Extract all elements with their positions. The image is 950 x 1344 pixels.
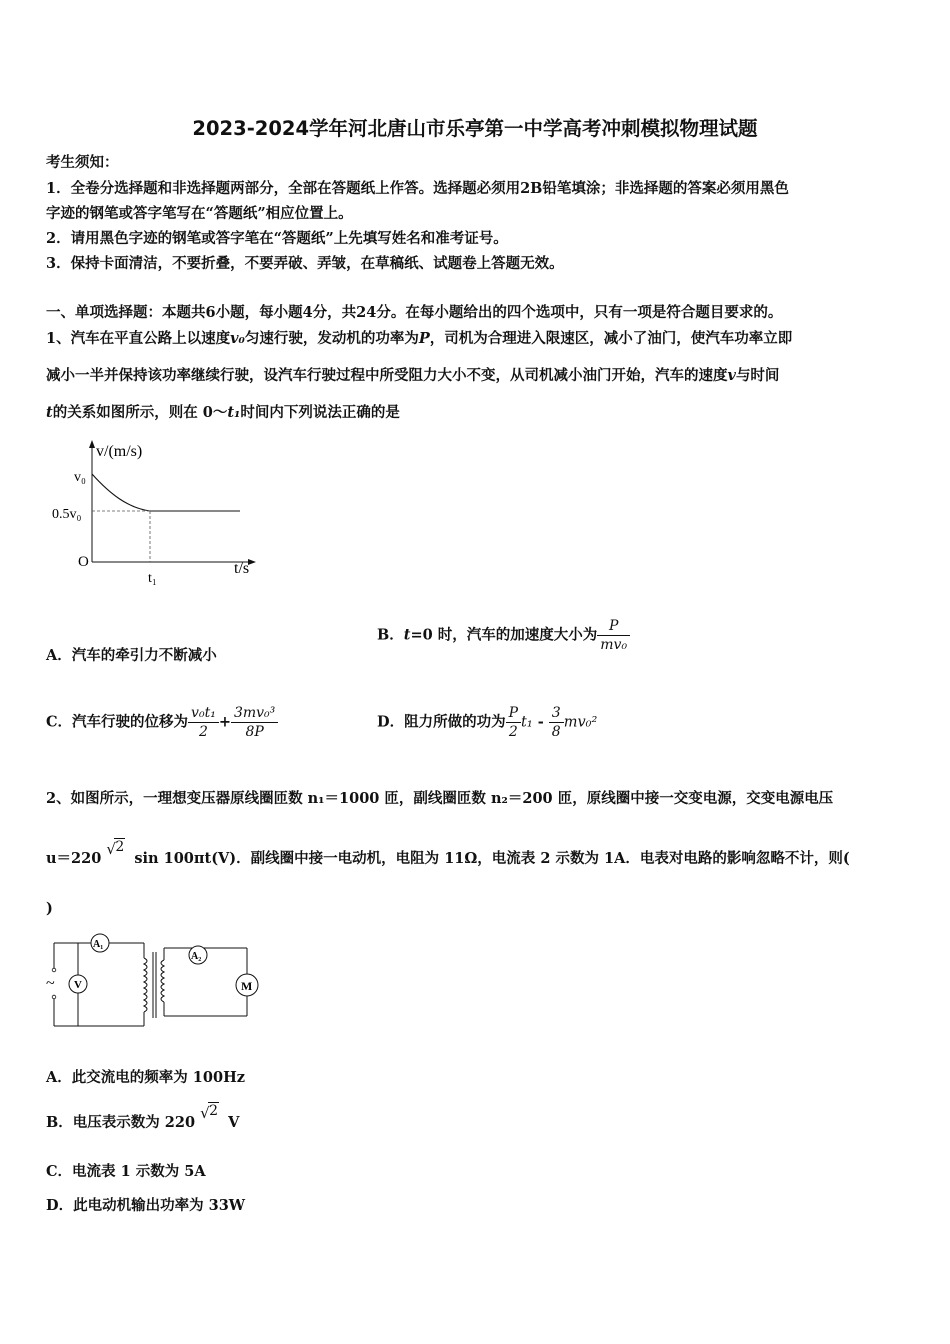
v0-label: v₀ (74, 470, 86, 485)
half-v0-label: 0.5v₀ (52, 507, 82, 522)
q2-line-2: u＝220 √ 2 sin 100πt(V)．副线圈中接一电动机，电阻为 11Ω，电流表 2 示数为 1A．电表对电路的影响忽略不计，则( (46, 839, 850, 867)
q1-line-2: 减小一半并保持该功率继续行驶，设汽车行驶过程中所受阻力大小不变，从司机减小油门开始，汽车的速度v与时间 (46, 367, 780, 384)
velocity-time-graph (40, 432, 270, 592)
svg-text:M: M (241, 979, 253, 993)
x-axis-arrow-icon (248, 559, 256, 565)
q1-option-c[interactable]: C．汽车行驶的位移为 $\frac{\text{v₀t₁}}{2}$ + $\frac{\text{3mv₀³}}{8P}$ (46, 705, 278, 740)
q1-line-3: t的关系如图所示，则在 0～t₁时间内下列说法正确的是 (46, 404, 400, 421)
q1-line-1: 1、汽车在平直公路上以速度v₀匀速行驶，发动机的功率为P，司机为合理进入限速区，减小了油门，使汽车功率立即 (46, 330, 793, 347)
notice-item-3: 3．保持卡面清洁，不要折叠，不要弄破、弄皱，在草稿纸、试题卷上答题无效。 (46, 255, 564, 272)
notice-item-1: 1．全卷分选择题和非选择题两部分，全部在答题纸上作答。选择题必须用2B铅笔填涂；非选择题的答案必须用黑色 (46, 180, 789, 197)
q2-option-b[interactable]: B．电压表示数为 220 √ 2 V (46, 1103, 240, 1131)
fraction: $\frac{3}{8}$ (549, 705, 564, 740)
sqrt-symbol: √ 2 (200, 1103, 219, 1122)
y-axis-label: v/(m/s) (96, 443, 143, 460)
q1-option-b[interactable]: B．t=0 时，汽车的加速度大小为 $\frac{P}{\text{mv₀}}$ (377, 618, 630, 653)
notice-heading: 考生须知： (46, 154, 119, 171)
svg-text:A₂: A₂ (191, 951, 202, 962)
q1-option-a[interactable]: A．汽车的牵引力不断减小 (46, 647, 217, 664)
secondary-coil (161, 960, 164, 1002)
fraction: $\frac{P}{\text{mv₀}}$ (597, 618, 630, 653)
velocity-curve (92, 474, 240, 511)
q2-line-3: ) (46, 900, 53, 917)
y-axis-arrow-icon (89, 440, 95, 448)
q2-option-c[interactable]: C．电流表 1 示数为 5A (46, 1163, 206, 1180)
sqrt-symbol: √ 2 (106, 839, 125, 858)
primary-coil (144, 958, 147, 1012)
q2-option-d[interactable]: D．此电动机输出功率为 33W (46, 1197, 246, 1214)
q2-line-1: 2、如图所示，一理想变压器原线圈匝数 n₁＝1000 匝，副线圈匝数 n₂＝200 匝，原线圈中接一交变电源，交变电源电压 (46, 790, 834, 807)
svg-text:V: V (74, 979, 82, 991)
notice-item-1-cont: 字迹的钢笔或答字笔写在“答题纸”相应位置上。 (46, 205, 353, 222)
ac-source-icon: ~ (46, 975, 55, 992)
fraction: $\frac{P}{2}$ (506, 705, 521, 740)
page-title: 2023-2024学年河北唐山市乐亭第一中学高考冲刺模拟物理试题 (192, 117, 758, 140)
fraction: $\frac{\text{3mv₀³}}{8P}$ (231, 705, 278, 740)
transformer-circuit-diagram (40, 930, 270, 1034)
q1-option-d[interactable]: D．阻力所做的功为 $\frac{P}{2}$ t₁ - $\frac{3}{8}$ mv₀² (377, 705, 598, 740)
section-heading: 一、单项选择题：本题共6小题，每小题4分，共24分。在每小题给出的四个选项中，只有一项是符合题目要求的。 (46, 304, 783, 321)
origin-label: O (78, 554, 89, 570)
notice-item-2: 2．请用黑色字迹的钢笔或答字笔在“答题纸”上先填写姓名和准考证号。 (46, 230, 508, 247)
svg-text:A₁: A₁ (93, 939, 104, 950)
fraction: $\frac{\text{v₀t₁}}{2}$ (188, 705, 219, 740)
q2-option-a[interactable]: A．此交流电的频率为 100Hz (46, 1069, 245, 1086)
x-axis-label: t/s (234, 560, 250, 577)
t1-label: t₁ (148, 571, 157, 586)
